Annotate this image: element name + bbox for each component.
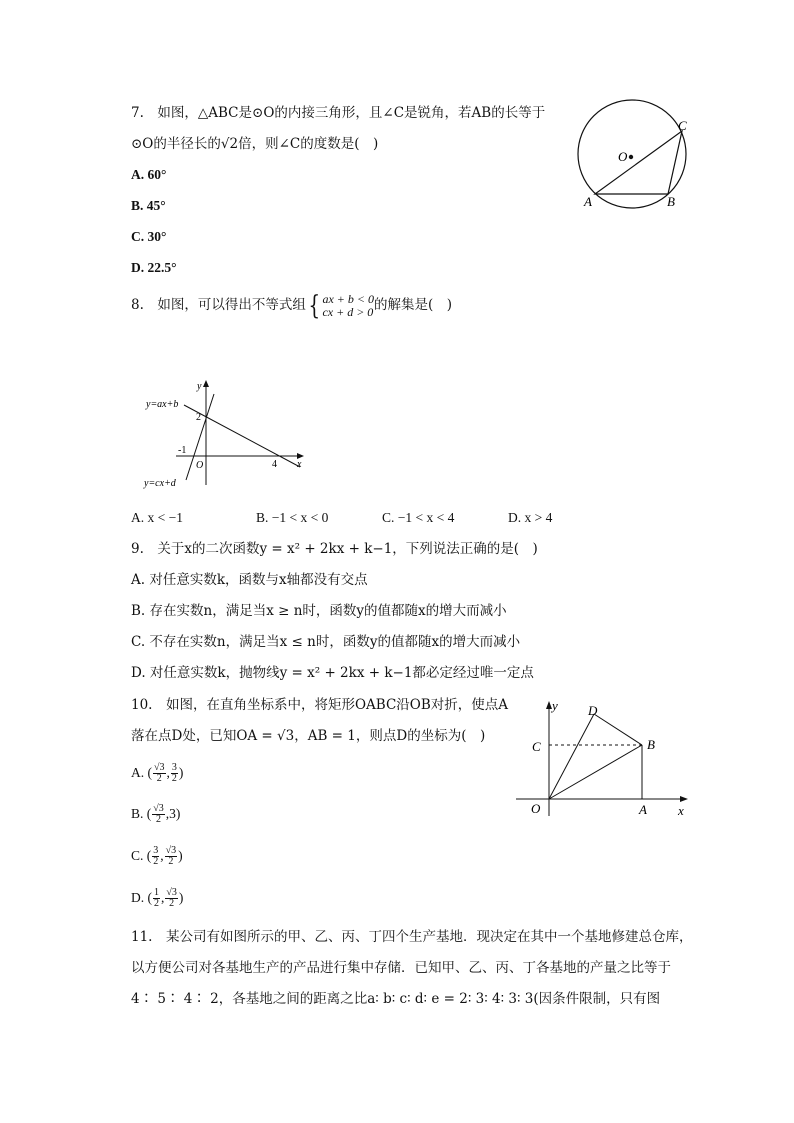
q8-option-a: A. x < −1 [131, 510, 183, 525]
center-dot [629, 155, 633, 159]
label-x: x [678, 803, 684, 818]
q8-ineq2: cx + d > 0 [322, 304, 374, 319]
label-c: C [532, 739, 541, 754]
q10-option-b-label: B. [131, 806, 144, 821]
q10-rectangle-figure [510, 696, 695, 826]
q11-line2: 以方便公司对各基地生产的产品进行集中存储．已知甲、乙、丙、丁各基地的产量之比等于 [131, 960, 671, 976]
x-arrow-icon [680, 796, 688, 802]
q9-option-d: D. 对任意实数k，抛物线y = x² + 2kx + k−1都必定经过唯一定点 [131, 665, 534, 681]
q7-circle-figure [570, 98, 700, 218]
label-c: C [678, 118, 687, 133]
q11-line1: 11. 某公司有如图所示的甲、乙、丙、丁四个生产基地．现决定在其中一个基地修建总仓库， [131, 929, 693, 945]
q8-tail: 的解集是( ) [373, 297, 453, 313]
label-y-ax-b: y=ax+b [146, 399, 179, 410]
label-d: D [588, 703, 598, 718]
q8-option-c: C. −1 < x < 4 [382, 510, 455, 525]
label-b: B [667, 194, 675, 209]
label-y: y [552, 698, 558, 713]
label-x: x [297, 459, 302, 470]
q11-line3: 4∶ 5∶ 4∶ 2，各基地之间的距离之比a∶ b∶ c∶ d∶ e = 2∶ 3∶ 4∶ 3∶ 3(因条件限制，只有图 [131, 991, 661, 1007]
triangle-abc [595, 131, 682, 194]
q7-option-c: C. 30° [131, 229, 167, 244]
q9-stem: 9. 关于x的二次函数y = x² + 2kx + k−1，下列说法正确的是( ) [131, 541, 538, 557]
q7-option-d: D. 22.5° [131, 260, 177, 275]
q9-option-b: B. 存在实数n，满足当x ≥ n时，函数y的值都随x的增大而减小 [131, 603, 507, 619]
q10-option-b: B. ( $\frac{√3}{2}$ ,3) [131, 803, 181, 826]
brace-icon: { [308, 290, 320, 321]
q7-option-a: A. 60° [131, 167, 167, 182]
y-arrow-icon [203, 380, 209, 387]
q10-option-a: A. ( $\frac{√3}{2}$ , $\frac{3}{2}$ ) [131, 762, 184, 785]
q9-option-c: C. 不存在实数n，满足当x ≤ n时，函数y的值都随x的增大而减小 [131, 634, 521, 650]
q7-line2: ⊙O的半径长的√2倍，则∠C的度数是( ) [131, 136, 379, 152]
q8-option-d: D. x > 4 [508, 510, 553, 525]
segment-db [594, 714, 642, 745]
q10-option-c-label: C. [131, 848, 144, 863]
q10-option-a-label: A. [131, 765, 145, 780]
circle-o [578, 100, 686, 208]
label-b: B [647, 737, 655, 752]
q10-option-d: D. ( $\frac{1}{2}$ , $\frac{√3}{2}$ ) [131, 887, 184, 910]
q10-line2: 落在点D处，已知OA = √3，AB = 1，则点D的坐标为( ) [131, 728, 486, 744]
label-origin: O [531, 801, 541, 816]
q8-graph-figure [140, 375, 315, 490]
label-2: 2 [196, 412, 201, 423]
label-o: O [618, 149, 628, 164]
q8-ineq1: ax + b < 0 [322, 291, 374, 306]
q10-option-c: C. ( $\frac{3}{2}$ , $\frac{√3}{2}$ ) [131, 845, 183, 868]
q7-line1: 7. 如图，△ABC是⊙O的内接三角形，且∠C是锐角，若AB的长等于 [131, 105, 546, 121]
label-origin: O [196, 460, 204, 471]
label-neg1: -1 [178, 445, 187, 456]
q7-option-b: B. 45° [131, 198, 166, 213]
q8-stem [131, 292, 452, 319]
label-4: 4 [272, 459, 277, 470]
label-a: A [639, 802, 647, 817]
q10-line1: 10. 如图，在直角坐标系中，将矩形OABC沿OB对折，使点A [131, 697, 509, 713]
q10-option-d-label: D. [131, 890, 145, 905]
label-a: A [584, 194, 592, 209]
q8-option-b: B. −1 < x < 0 [256, 510, 329, 525]
q9-option-a: A. 对任意实数k，函数与x轴都没有交点 [131, 572, 368, 588]
line-ax-b [184, 405, 300, 467]
q8-text: 8. 如图，可以得出不等式组 [131, 297, 306, 313]
label-y: y [197, 381, 202, 392]
q8-system [322, 293, 374, 319]
label-y-cx-d: y=cx+d [144, 478, 176, 489]
